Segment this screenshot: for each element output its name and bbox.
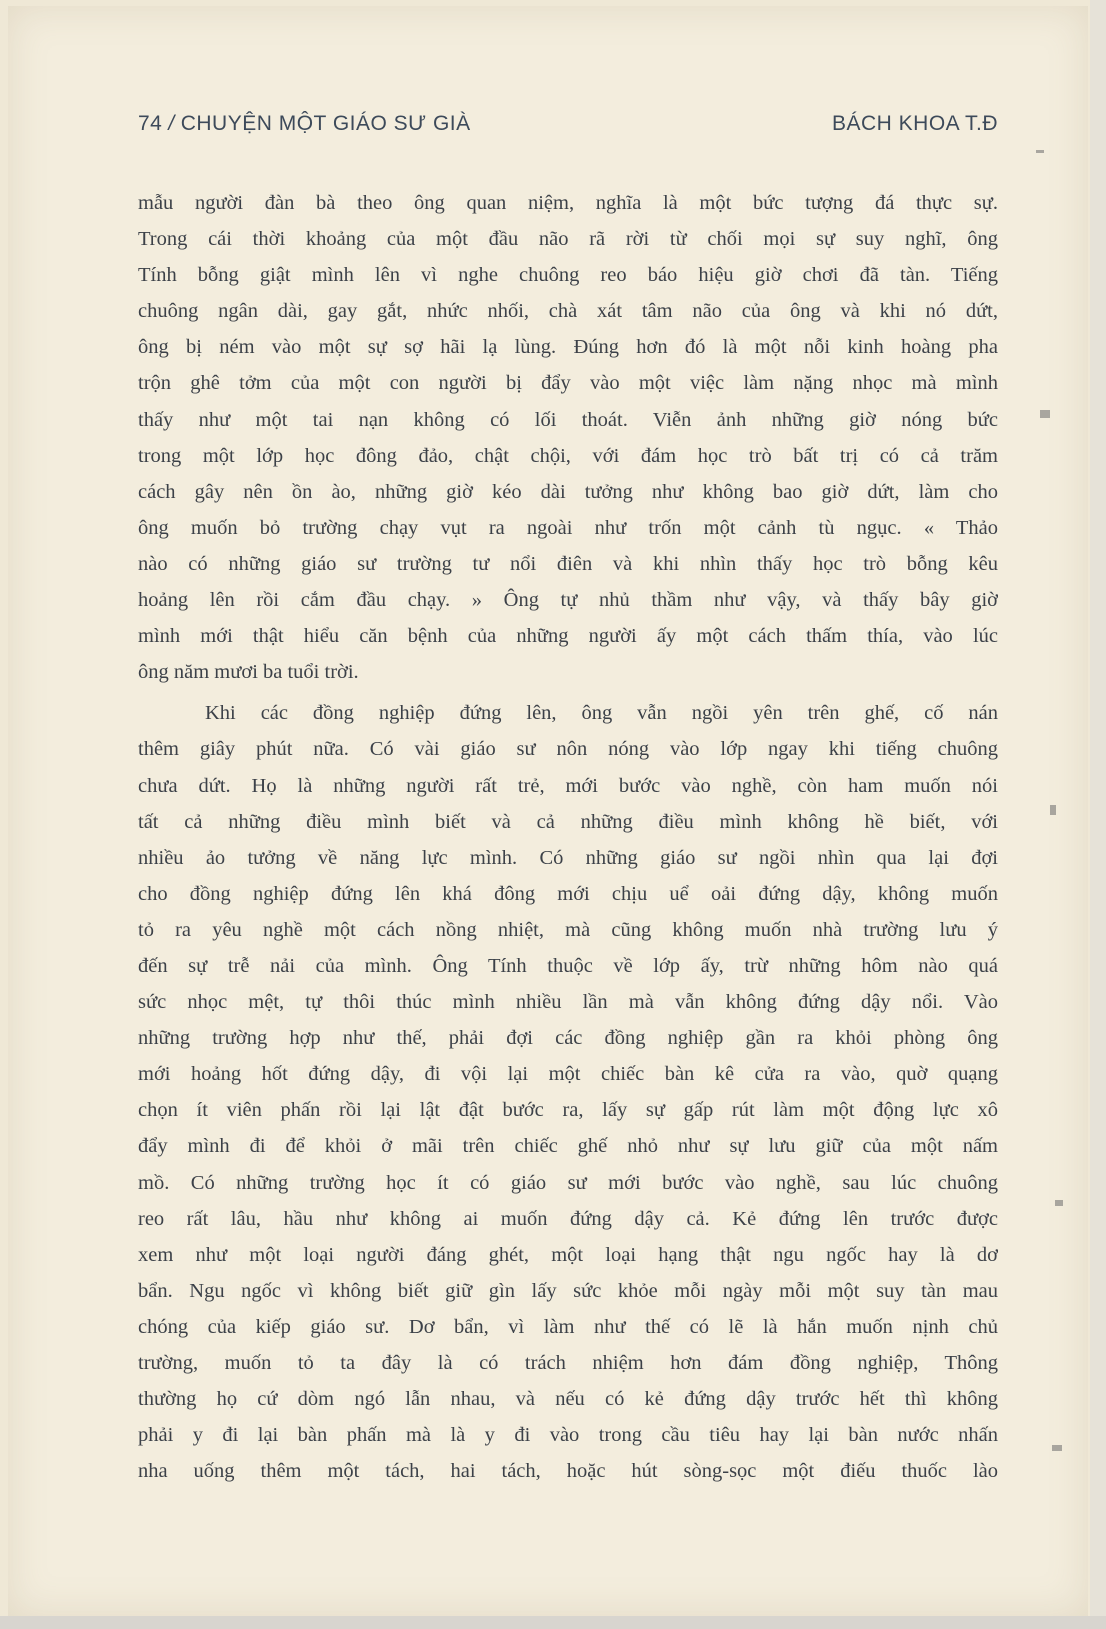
text-line: đẩy mình đi để khỏi ở mãi trên chiếc ghế nhỏ như sự lưu giữ của một nấm (138, 1135, 998, 1158)
text-line: trong một lớp học đông đảo, chật chội, với đám học trò bất trị có cả trăm (138, 444, 998, 467)
text-line: cách gây nên ồn ào, những giờ kéo dài tưởng như không bao giờ dứt, làm cho (138, 480, 998, 503)
scan-speck (1036, 150, 1044, 153)
text-line: Trong cái thời khoảng của một đầu não rã rời từ chối mọi sự suy nghĩ, ông (138, 228, 998, 251)
text-line: mẫu người đàn bà theo ông quan niệm, nghĩa là một bức tượng đá thực sự. (138, 192, 998, 214)
running-header (138, 112, 998, 142)
text-line: Khi các đồng nghiệp đứng lên, ông vẫn ngồi yên trên ghế, cố nán (205, 702, 998, 725)
body-text (138, 185, 998, 1489)
text-line: mình mới thật hiểu căn bệnh của những người ấy một cách thấm thía, vào lúc (138, 625, 998, 648)
text-line: ông năm mươi ba tuổi trời. (138, 661, 359, 684)
text-line: reo rất lâu, hầu như không ai muốn đứng dậy cả. Kẻ đứng lên trước được (138, 1207, 998, 1230)
text-line: chưa dứt. Họ là những người rất trẻ, mới bước vào nghề, còn ham muốn nói (138, 774, 998, 797)
page-number: 74 (138, 112, 163, 135)
scan-speck (1050, 805, 1056, 815)
text-line: ông bị ném vào một sự sợ hãi lạ lùng. Đúng hơn đó là một nỗi kinh hoàng pha (138, 336, 998, 359)
publication-name: BÁCH KHOA T.Đ (832, 112, 998, 135)
scan-speck (1040, 410, 1050, 418)
text-line: bẩn. Ngu ngốc vì không biết giữ gìn lấy sức khỏe mỗi ngày mỗi một suy tàn mau (138, 1279, 998, 1302)
text-line: thêm giây phút nữa. Có vài giáo sư nôn nóng vào lớp ngay khi tiếng chuông (138, 738, 998, 761)
scan-speck (1055, 1200, 1063, 1206)
text-line: sức nhọc mệt, tự thôi thúc mình nhiều lần mà vẫn không đứng dậy nổi. Vào (138, 991, 998, 1014)
text-line: xem như một loại người đáng ghét, một loại hạng thật ngu ngốc hay là dơ (138, 1243, 998, 1266)
header-left (138, 112, 471, 136)
text-line: mồ. Có những trường học ít có giáo sư mới bước vào nghề, sau lúc chuông (138, 1171, 998, 1194)
text-line: nha uống thêm một tách, hai tách, hoặc hút sòng-sọc một điếu thuốc lào (138, 1460, 998, 1483)
text-line: đến sự trễ nải của mình. Ông Tính thuộc về lớp ấy, trừ những hôm nào quá (138, 954, 998, 977)
text-line: mới hoảng hốt đứng dậy, đi vội lại một chiếc bàn kê cửa ra vào, quờ quạng (138, 1063, 998, 1086)
text-line: chọn ít viên phấn rồi lại lật đật bước ra, lấy sự gấp rút làm một động lực xô (138, 1099, 998, 1122)
text-line: tất cả những điều mình biết và cả những điều mình không hề biết, với (138, 810, 998, 833)
paragraph-2 (138, 695, 998, 1489)
text-line: thường họ cứ dòm ngó lẫn nhau, và nếu có kẻ đứng dậy trước hết thì không (138, 1388, 998, 1411)
header-separator: / (168, 112, 175, 135)
text-line: tỏ ra yêu nghề một cách nồng nhiệt, mà cũng không muốn nhà trường lưu ý (138, 918, 998, 941)
text-line: thấy như một tai nạn không có lối thoát. Viễn ảnh những giờ nóng bức (138, 408, 998, 431)
text-line: cho đồng nghiệp đứng lên khá đông mới chịu uể oải đứng dậy, không muốn (138, 882, 998, 905)
text-line: trộn ghê tởm của một con người bị đẩy vào một việc làm nặng nhọc mà mình (138, 372, 998, 395)
text-line: ông muốn bỏ trường chạy vụt ra ngoài như trốn một cảnh tù ngục. « Thảo (138, 516, 998, 539)
text-line: nào có những giáo sư trường tư nổi điên và khi nhìn thấy học trò bỗng kêu (138, 552, 998, 575)
text-line: chuông ngân dài, gay gắt, nhức nhối, chà xát tâm não của ông và khi nó dứt, (138, 300, 998, 323)
text-line: Tính bỗng giật mình lên vì nghe chuông reo báo hiệu giờ chơi đã tàn. Tiếng (138, 264, 998, 287)
text-line: hoảng lên rồi cắm đầu chạy. » Ông tự nhủ thầm như vậy, và thấy bây giờ (138, 589, 998, 612)
text-line: những trường hợp như thế, phải đợi các đồng nghiệp gần ra khỏi phòng ông (138, 1027, 998, 1050)
running-title: CHUYỆN MỘT GIÁO SƯ GIÀ (180, 112, 471, 135)
scan-edge-bottom (0, 1616, 1106, 1629)
text-line: chóng của kiếp giáo sư. Dơ bẩn, vì làm như thế có lẽ là hắn muốn nịnh chủ (138, 1315, 998, 1338)
paragraph-1 (138, 185, 998, 690)
scan-edge-right (1090, 0, 1106, 1629)
text-line: trường, muốn tỏ ta đây là có trách nhiệm hơn đám đồng nghiệp, Thông (138, 1352, 998, 1374)
scan-speck (1052, 1445, 1062, 1451)
text-line: nhiều ảo tưởng về năng lực mình. Có những giáo sư ngồi nhìn qua lại đợi (138, 846, 998, 869)
text-line: phải y đi lại bàn phấn mà là y đi vào trong cầu tiêu hay lại bàn nước nhấn (138, 1424, 998, 1447)
